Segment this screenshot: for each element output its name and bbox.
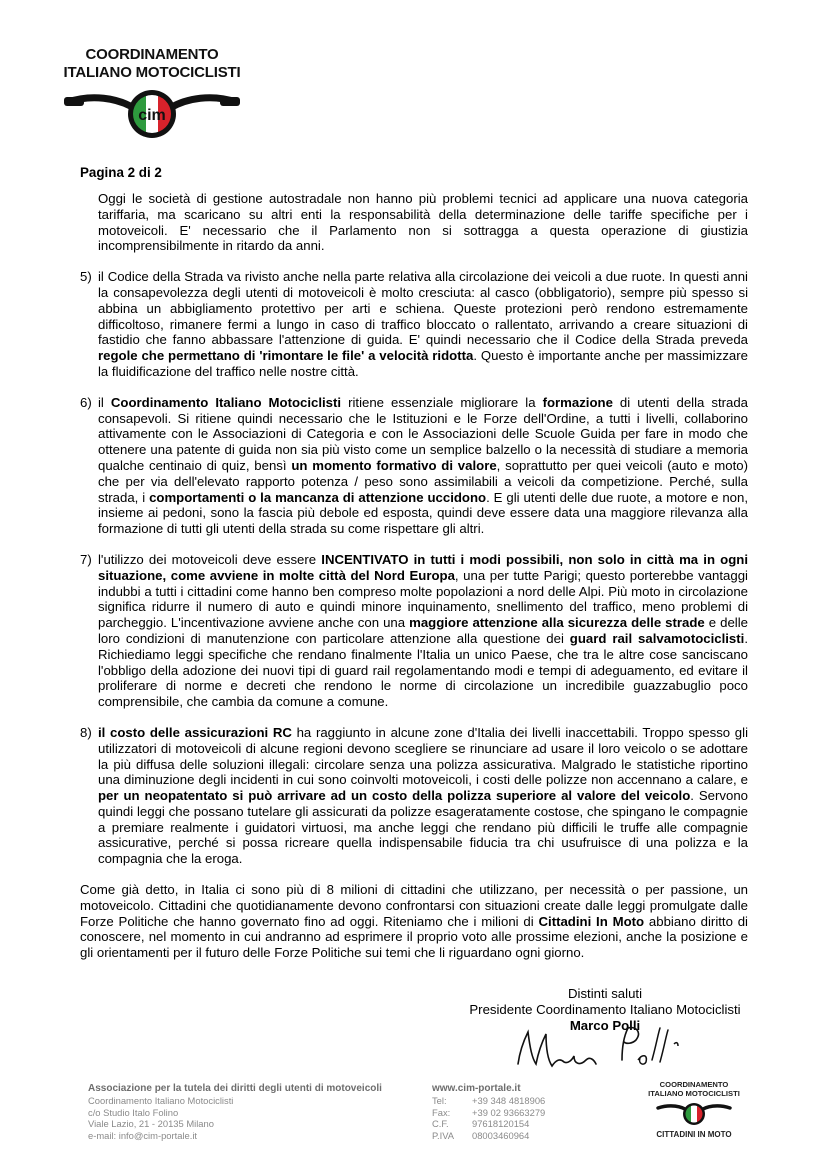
greeting: Distinti saluti <box>567 986 643 1001</box>
footer-care-of: c/o Studio Italo Folino <box>88 1106 179 1118</box>
list-text: il Coordinamento Italiano Motociclisti ritiene essenziale migliorare la formazione di utenti della strada consapevoli. Si ritiene quindi necessario che le Istituzioni e le Forze dell'Ordine, a tutti i livelli, collaborino attivamente con le Associazioni di Categoria e con le Associazioni delle Scuole Guida per fare in modo che ottenere una patente di guida non sia più visto come un semplice balzello o la necessità di studiare a memoria qualche centinaio di quiz, bensì un momento formativo di valore, soprattutto per quei veicoli (auto e moto) che per via dell'elevato rapporto potenza / peso sono assimilabili a veicoli da competizione. Perché, sulla strada, i comportamenti o la mancanza di attenzione uccidono. E gli utenti delle due ruote, a motore e non, insieme ai pedoni, sono la fascia più debole ed esposta, quindi deve essere data una maggiore rilevanza alla formazione di tutti gli utenti della strada su come rispettare gli altri. <box>98 394 749 537</box>
list-number: 7) <box>80 551 92 567</box>
logo-line-1: COORDINAMENTO <box>85 46 219 63</box>
page-number: Pagina 2 di 2 <box>80 165 162 180</box>
motorcycle-handlebar-icon <box>62 80 242 144</box>
signer-role: Presidente Coordinamento Italiano Motociclisti <box>469 1002 741 1017</box>
footer-logo-tagline: CITTADINI IN MOTO <box>656 1130 732 1139</box>
footer-email[interactable]: e-mail: info@cim-portale.it <box>88 1130 198 1142</box>
footer-contacts <box>432 1083 545 1142</box>
list-item <box>80 552 748 710</box>
letter-body <box>80 191 748 974</box>
list-item <box>80 269 748 380</box>
list-item <box>80 395 748 537</box>
footer-heading: Associazione per la tutela dei diritti degli utenti di motoveicoli <box>88 1083 382 1094</box>
list-text: l'utilizzo dei motoveicoli deve essere INCENTIVATO in tutti i modi possibili, non solo in città ma in ogni situazione, come avviene in molte città del Nord Europa, una per tutte Parigi; questo porterebbe vantaggi indubbi a tutti i cittadini come hanno ben compreso molte popolazioni a nord delle Alpi. Più moto in circolazione significa ridurre il numero di auto e quindi minore inquinamento, snellimento del traffico, meno problemi di parcheggio. L'incentivazione avviene anche con una maggiore attenzione alla sicurezza delle strade e delle loro condizioni di manutenzione con particolare attenzione alla questione dei guard rail salvamotociclisti. Richiediamo leggi specifiche che rendano finalmente l'Italia un unico Paese, che tra le altre cose sanciscano l'obbligo della adozione dei nuovi tipi di guard rail regolamentando modi e tempi di adeguamento, ed evitare il proliferare di norme e decreti che rendono le norme di circolazione un incredibile guazzabuglio poco comprensibile, che cambia da comune a comune. <box>98 551 748 710</box>
intro-paragraph: Oggi le società di gestione autostradale non hanno più problemi tecnici ad applicare una nuova categoria tariffaria, ma scaricano su altri enti la responsabilità della determinazione delle tariffe specifiche per i motoveicoli. E' necessario che il Parlamento non si sottragga a questa operazione di giustizia incomprensibilmente in ritardo da anni. <box>98 191 748 254</box>
footer-piva: P.IVA 08003460964 <box>432 1130 530 1142</box>
footer-address: Viale Lazio, 21 - 20135 Milano <box>88 1118 214 1130</box>
list-number: 6) <box>80 394 92 410</box>
list-text: il costo delle assicurazioni RC ha raggiunto in alcune zone d'Italia dei livelli inaccettabili. Troppo spesso gli utilizzatori di motoveicoli di alcune regioni devono scegliere se rinunciare ad usare il loro veicolo o se adottare la più diffusa delle soluzioni illegali: circolare senza una polizza assicurativa. Malgrado le statistiche riportino una diminuzione degli incidenti in cui sono coinvolti motoveicoli, i costi delle polizze non accennano a calare, e per un neopatentato si può arrivare ad un costo della polizza superiore al valore del veicolo. Servono quindi leggi che possano tutelare gli assicurati da polizze esageratamente costose, che spingano le compagnie a premiare realmente i guidatori virtuosi, ma anche leggi che rendano più difficili le truffe alle compagnie assicurative, perché si possa ricreare quella indispensabile fiducia tra chi usufruisce di una polizza e la compagnia che la eroga. <box>98 724 748 867</box>
list-text: il Codice della Strada va rivisto anche nella parte relativa alla circolazione dei veicoli a due ruote. In questi anni la consapevolezza degli utenti di motoveicoli è molto cresciuta: al casco (obbligatorio), sempre più spesso si abbina un abbigliamento protettivo per arti e schiena. Queste protezioni però rendono estremamente difficoltoso, rimanere fermi a lungo in caso di traffico bloccato o rallentato, arrivando a creare situazioni di fastidio che fanno abbassare l'attenzione di guida. E' quindi necessario che il Codice della Strada preveda regole che permettano di 'rimontare le file' a velocità ridotta. Questo è importante anche per massimizzare la fluidificazione del traffico nelle nostre città. <box>98 269 748 379</box>
list-number: 5) <box>80 269 92 285</box>
footer-tel: Tel: +39 348 4818906 <box>432 1094 546 1106</box>
footer-website[interactable]: www.cim-portale.it <box>432 1083 521 1094</box>
signer-name: Marco Polli <box>569 1018 641 1033</box>
cim-logo <box>62 44 242 144</box>
logo-line-2: ITALIANO MOTOCICLISTI <box>63 64 241 81</box>
closing-paragraph: Come già detto, in Italia ci sono più di 8 milioni di cittadini che utilizzano, per necessità o per passione, un motoveicolo. Cittadini che quotidianamente devono confrontarsi con situazioni create dalle leggi promulgate dalle Forze Politiche che hanno governato fino ad oggi. Riteniamo che i milioni di Cittadini In Moto abbiano diritto di conoscere, nel momento in cui andranno ad esprimere il proprio voto alle prossime elezioni, anche la posizione e gli orientamenti per il futuro delle Forze Politiche sui temi che li riguardano ogni giorno. <box>80 882 748 961</box>
svg-text:cim: cim <box>138 107 166 124</box>
footer-logo <box>646 1080 742 1144</box>
footer-association <box>88 1083 382 1142</box>
footer-logo-line-2: ITALIANO MOTOCICLISTI <box>648 1089 740 1098</box>
list-item <box>80 725 748 867</box>
footer-cf: C.F. 97618120154 <box>432 1118 530 1130</box>
motorcycle-handlebar-icon <box>656 1098 732 1128</box>
footer-org: Coordinamento Italiano Motociclisti <box>88 1094 234 1106</box>
list-number: 8) <box>80 724 92 740</box>
footer-fax: Fax: +39 02 93663279 <box>432 1106 546 1118</box>
handwritten-signature <box>510 1020 690 1076</box>
footer-logo-line-1: COORDINAMENTO <box>659 1080 729 1089</box>
